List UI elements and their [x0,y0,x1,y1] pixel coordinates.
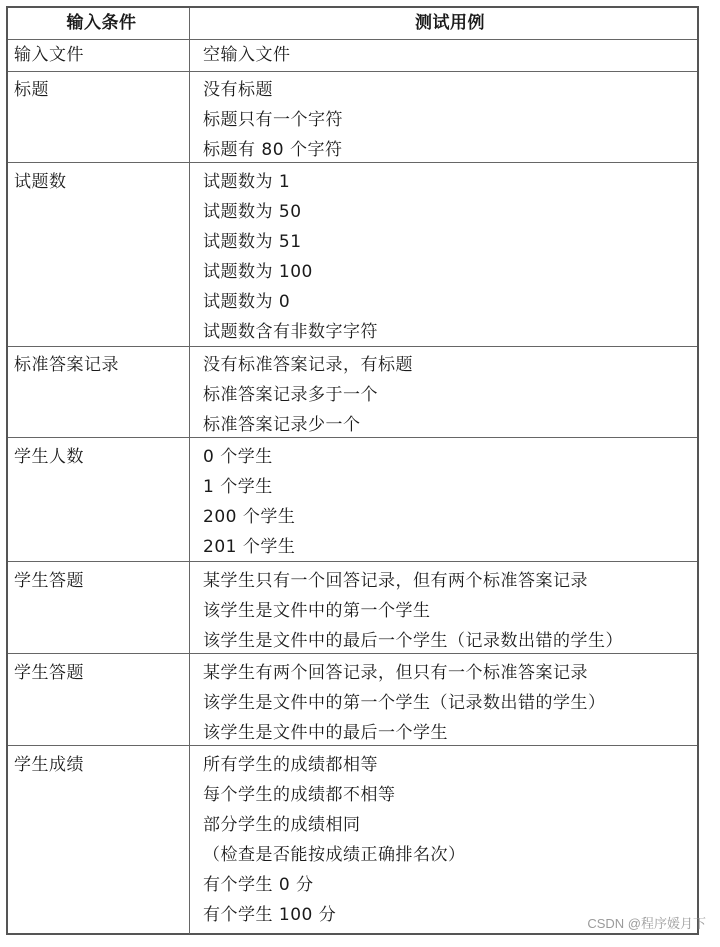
table-row [8,39,697,72]
case-line: 该学生是文件中的第一个学生 [203,601,431,621]
case-line: 没有标准答案记录，有标题 [203,355,413,375]
case-line: 所有学生的成绩都相等 [203,755,378,775]
cases-cell [190,163,697,347]
cases-cell [190,40,697,72]
case-line: 试题数为 1 [203,172,291,192]
case-line: 标准答案记录少一个 [203,415,361,435]
case-line: 标准答案记录多于一个 [203,385,378,405]
case-line: 试题数为 100 [203,262,313,282]
table-header-row [8,8,697,39]
table-row [8,71,697,163]
case-line: 该学生是文件中的最后一个学生 [203,723,448,743]
cases-cell [190,72,697,163]
condition-cell [8,562,190,654]
csdn-watermark: CSDN @程序媛月下 [587,916,706,931]
case-line: 某学生有两个回答记录，但只有一个标准答案记录 [203,663,588,683]
table-row [8,561,697,654]
header-condition-label: 输入条件 [66,13,137,33]
case-line: 部分学生的成绩相同 [203,815,361,835]
case-line: 没有标题 [203,80,273,100]
table-row [8,653,697,746]
case-line: 1 个学生 [203,477,273,497]
case-line: 该学生是文件中的第一个学生（记录数出错的学生） [203,693,606,713]
case-line: 试题数为 50 [203,202,302,222]
case-line: 有个学生 0 分 [203,875,314,895]
condition-cell [8,654,190,746]
case-line: 标题有 80 个字符 [203,140,343,160]
cases-cell [190,438,697,562]
case-line: 试题数为 51 [203,232,302,252]
case-line: 有个学生 100 分 [203,905,337,925]
case-line: 201 个学生 [203,537,296,557]
condition-cell [8,72,190,163]
condition-label: 输入文件 [14,45,84,65]
condition-label: 标准答案记录 [14,355,119,375]
cases-cell [190,746,697,934]
cases-cell [190,347,697,438]
header-cases-label: 测试用例 [415,13,485,33]
condition-label: 标题 [14,80,49,100]
condition-cell [8,40,190,72]
case-line: 该学生是文件中的最后一个学生（记录数出错的学生） [203,631,623,651]
case-line: 试题数含有非数字字符 [203,322,378,342]
condition-cell [8,347,190,438]
condition-cell [8,163,190,347]
test-case-table [6,6,699,935]
case-line: 空输入文件 [203,45,291,65]
table-row [8,745,697,934]
case-line: 试题数为 0 [203,292,291,312]
condition-label: 学生答题 [14,571,84,591]
case-line: 某学生只有一个回答记录，但有两个标准答案记录 [203,571,588,591]
condition-label: 学生答题 [14,663,84,683]
cases-cell [190,562,697,654]
case-line: 标题只有一个字符 [203,110,343,130]
condition-label: 学生人数 [14,447,84,467]
case-line: 每个学生的成绩都不相等 [203,785,396,805]
table-row [8,162,697,347]
cases-cell [190,654,697,746]
table-row [8,346,697,438]
case-line: 200 个学生 [203,507,296,527]
table-row [8,437,697,562]
case-line: 0 个学生 [203,447,273,467]
header-cell-condition [8,8,190,39]
case-line: （检查是否能按成绩正确排名次） [203,845,466,865]
header-cell-cases [190,8,697,39]
condition-label: 试题数 [14,172,67,192]
condition-cell [8,438,190,562]
condition-cell [8,746,190,934]
condition-label: 学生成绩 [14,755,84,775]
